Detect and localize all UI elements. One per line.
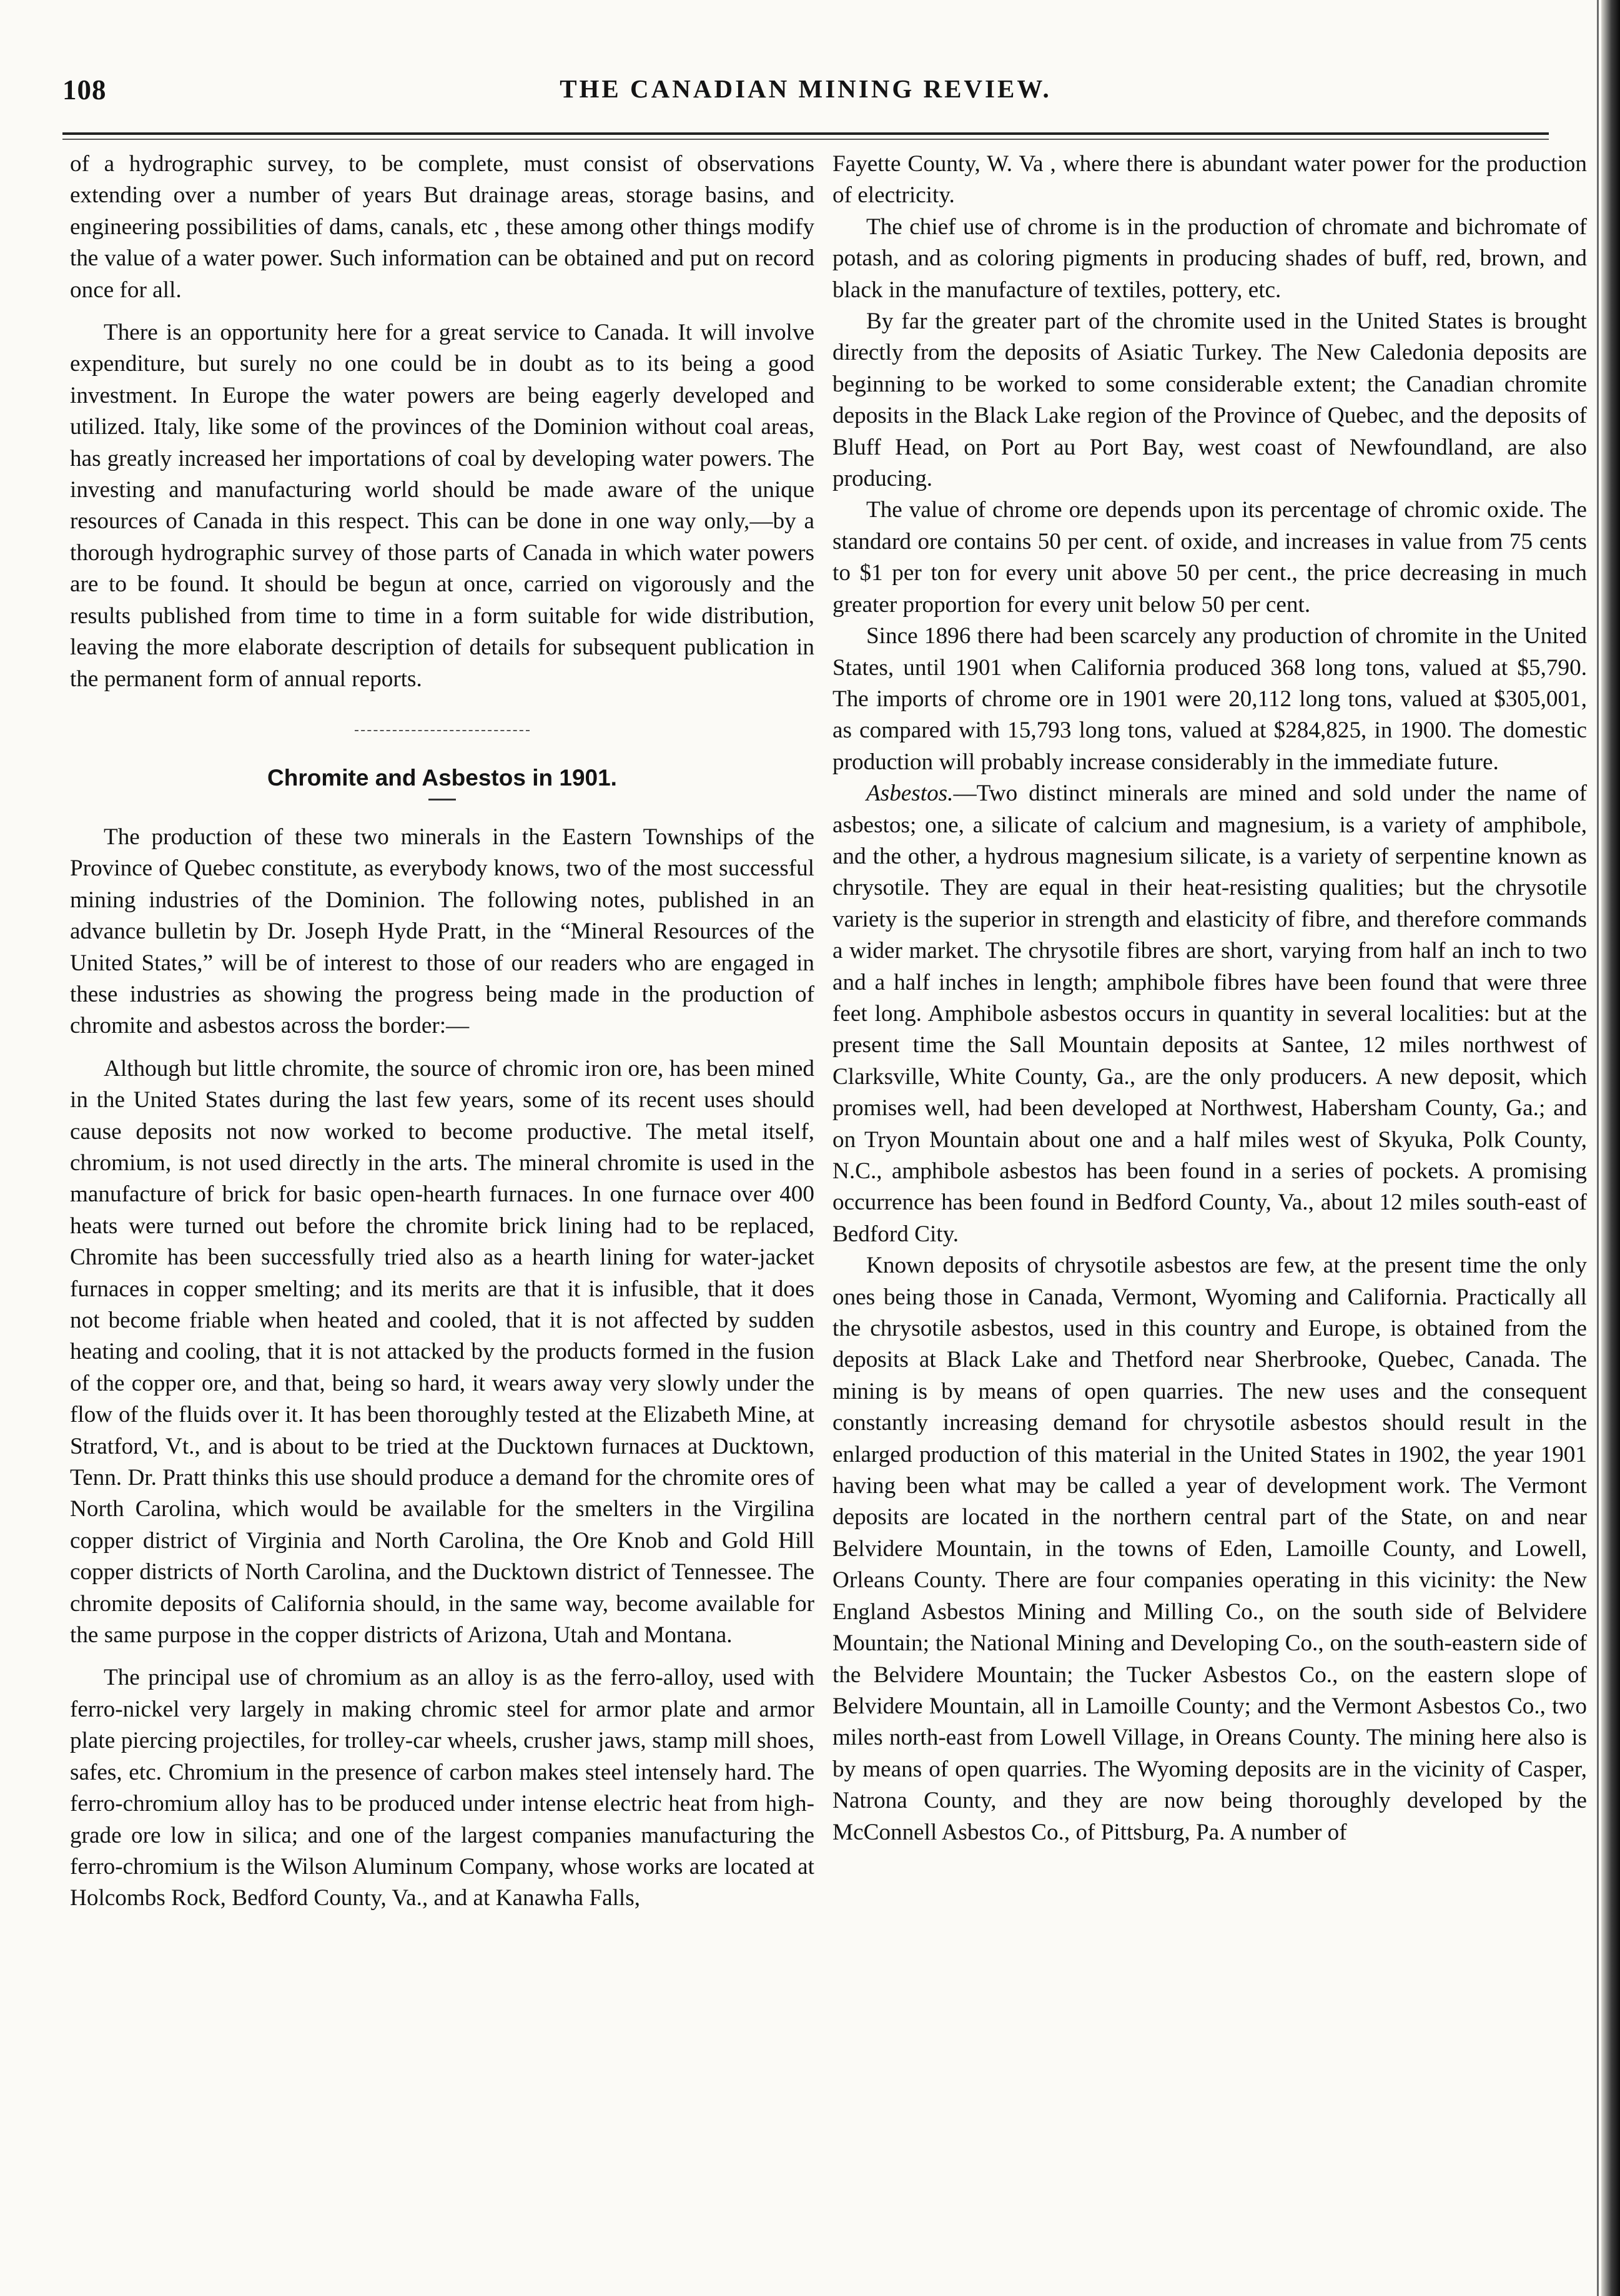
section-heading: Chromite and Asbestos in 1901.: [267, 764, 617, 791]
paragraph: The value of chrome ore depends upon its percentage of chromic oxide. The standard ore contains 50 per cent. of oxide, and increases in value from 75 cents to $1 per ton for every unit above 50 per cent., the price decreasing in much greater proportion for every unit below 50 per cent.: [832, 497, 1587, 618]
heading-rule: [428, 799, 456, 801]
paragraph-asbestos: [832, 778, 1587, 1250]
section-divider: [355, 730, 530, 731]
paragraph: The chief use of chrome is in the production of chromate and bichromate of potash, and as coloring pigments in producing shades of buff, red, brown, and black in the manufacture of textiles, pottery, etc.: [832, 214, 1587, 303]
paragraph: The principal use of chromium as an alloy is as the ferro-alloy, used with ferro-nickel very largely in making chromic steel for armor plate and armor plate piercing projectiles, for trolley-car wheels, crusher jaws, stamp mill shoes, safes, etc. Chromium in the presence of carbon makes steel intensely hard. The ferro-chromium alloy has to be produced under intense electric heat from high-grade ore low in silica; and one of the largest companies manufacturing the ferro-chromium is the Wilson Aluminum Company, whose works are located at Holcombs Rock, Bedford County, Va., and at Kanawha Falls,: [70, 1665, 814, 1911]
paragraph: Since 1896 there had been scarcely any production of chromite in the United States, until 1901 when California produced 368 long tons, valued at $5,790. The imports of chrome ore in 1901 were 20,112 long tons, valued at $305,001, as compared with 15,793 long tons, valued at $284,825, in 1900. The domestic production will probably increase considerably in the immediate future.: [832, 623, 1587, 775]
page-number: 108: [62, 74, 107, 106]
paragraph: Fayette County, W. Va , where there is abundant water power for the production of electricity.: [832, 151, 1587, 209]
paragraph: Known deposits of chrysotile asbestos are few, at the present time the only ones being those in Canada, Vermont, Wyoming and California. Practically all the chrysotile asbestos, used in this country and Europe, is obtained from the deposits at Black Lake and Thetford near Sherbrooke, Quebec, Canada. The mining is by means of open quarries. The new uses and the consequent constantly increasing demand for chrysotile asbestos should result in the enlarged production of this material in the United States in 1902, the year 1901 having been what may be called a year of development work. The Vermont deposits are located in the northern central part of the State, on and near Belvidere Mountain, in the towns of Eden, Lamoille County, and Lowell, Orleans County. There are four companies operating in this vicinity: the New England Asbestos Mining and Milling Co., on the south side of Belvidere Mountain; the National Mining and Developing Co., on the south-eastern side of the Belvidere Mountain; the Tucker Asbestos Co., on the eastern slope of Belvidere Mountain, all in Lamoille County; and the Vermont Asbestos Co., two miles north-east from Lowell Village, in Oreans County. The mining here also is by means of open quarries. The Wyoming deposits are in the vicinity of Casper, Natrona County, and they are now being thoroughly developed by the McConnell Asbestos Co., of Pittsburg, Pa. A number of: [832, 1253, 1587, 1845]
left-column: [70, 149, 814, 1914]
page-header: [62, 74, 1549, 124]
paragraph: of a hydrographic survey, to be complete, must consist of observations extending over a number of years But drainage areas, storage basins, and engineering possibilities of dams, canals, etc , these among other things modify the value of a water power. Such information can be obtained and put on record once for all.: [70, 151, 814, 303]
header-rule: [62, 132, 1549, 135]
header-rule-thin: [62, 139, 1549, 140]
paragraph: There is an opportunity here for a great service to Canada. It will involve expenditure, but surely no one could be in doubt as to its being a good investment. In Europe the water powers are being eagerly developed and utilized. Italy, like some of the provinces of the Dominion without coal areas, has greatly increased her importations of coal by developing water powers. The investing and manufacturing world should be made aware of the unique resources of Canada in this respect. This can be done in one way only,—by a thorough hydrographic survey of those parts of Canada in which water powers are to be found. It should be begun at once, carried on vigorously and the results published from time to time in a form suitable for wide distribution, leaving the more elaborate description of details for subsequent publication in the permanent form of annual reports.: [70, 320, 814, 692]
paragraph-body: —Two distinct minerals are mined and sold under the name of asbestos; one, a silicate of calcium and magnesium, is a variety of amphibole, and the other, a hydrous magnesium silicate, is a variety of serpentine known as chrysotile. They are equal in their heat-resisting qualities; but the chrysotile variety is the superior in strength and elasticity of fibre, and therefore commands a wider market. The chrysotile fibres are short, varying from half an inch to two and a half inches in length; amphibole fibres have been found that were three feet long. Amphibole asbestos occurs in quantity in several localities: but at the present time the Sall Mountain deposits at Santee, 12 miles northwest of Clarksville, White County, Ga., are the only producers. A new deposit, which promises well, had been developed at Northwest, Habersham County, Ga.; and on Tryon Mountain about one and a half miles west of Skyuka, Polk County, N.C., amphibole asbestos has been found in a series of pockets. A promising occurrence has been found in Bedford County, Va., about 12 miles south-east of Bedford City.: [832, 781, 1587, 1247]
journal-title: THE CANADIAN MINING REVIEW.: [560, 74, 1052, 103]
paragraph: Although but little chromite, the source of chromic iron ore, has been mined in the United States during the last few years, some of its recent uses should cause deposits not now worked to become productive. The metal itself, chromium, is not used directly in the arts. The mineral chromite is used in the manufacture of brick for basic open-hearth furnaces. In one furnace over 400 heats were turned out before the chromite brick lining had to be replaced, Chromite has been successfully tried also as a hearth lining for water-jacket furnaces in copper smelting; and its merits are that it is infusible, that it does not become friable when heated and cooled, that it is not affected by sudden heating and cooling, that it is not attacked by the products formed in the fusion of the copper ore, and that, being so hard, it wears away very slowly under the flow of the fluids over it. It has been thoroughly tested at the Elizabeth Mine, at Stratford, Vt., and is about to be tried at the Ducktown furnaces at Ducktown, Tenn. Dr. Pratt thinks this use should produce a demand for the chromite ores of North Carolina, which would be available for the smelters in the Virgilina copper district of Virginia and North Carolina, the Ore Knob and Gold Hill copper districts of North Carolina, and the Ducktown district of Tennessee. The chromite deposits of California should, in the same way, become available for the same purpose in the copper districts of Arizona, Utah and Montana.: [70, 1055, 814, 1648]
right-column: [832, 149, 1587, 1848]
page-edge-shadow: [1601, 0, 1620, 2296]
lead-term: Asbestos.: [866, 781, 954, 807]
paragraph: By far the greater part of the chromite used in the United States is brought directly from the deposits of Asiatic Turkey. The New Caledonia deposits are beginning to be worked to some considerable extent; the Canadian chromite deposits in the Black Lake region of the Province of Quebec, and the deposits of Bluff Head, on Port au Port Bay, west coast of Newfoundland, are also producing.: [832, 308, 1587, 492]
binding-spine: [1597, 0, 1599, 2296]
paragraph: The production of these two minerals in the Eastern Townships of the Province of Quebec constitute, as everybody knows, two of the most successful mining industries of the Dominion. The following notes, published in an advance bulletin by Dr. Joseph Hyde Pratt, in the “Mineral Resources of the United States,” will be of interest to those of our readers who are engaged in these industries as showing the progress being made in the production of chromite and asbestos across the border:—: [70, 824, 814, 1039]
